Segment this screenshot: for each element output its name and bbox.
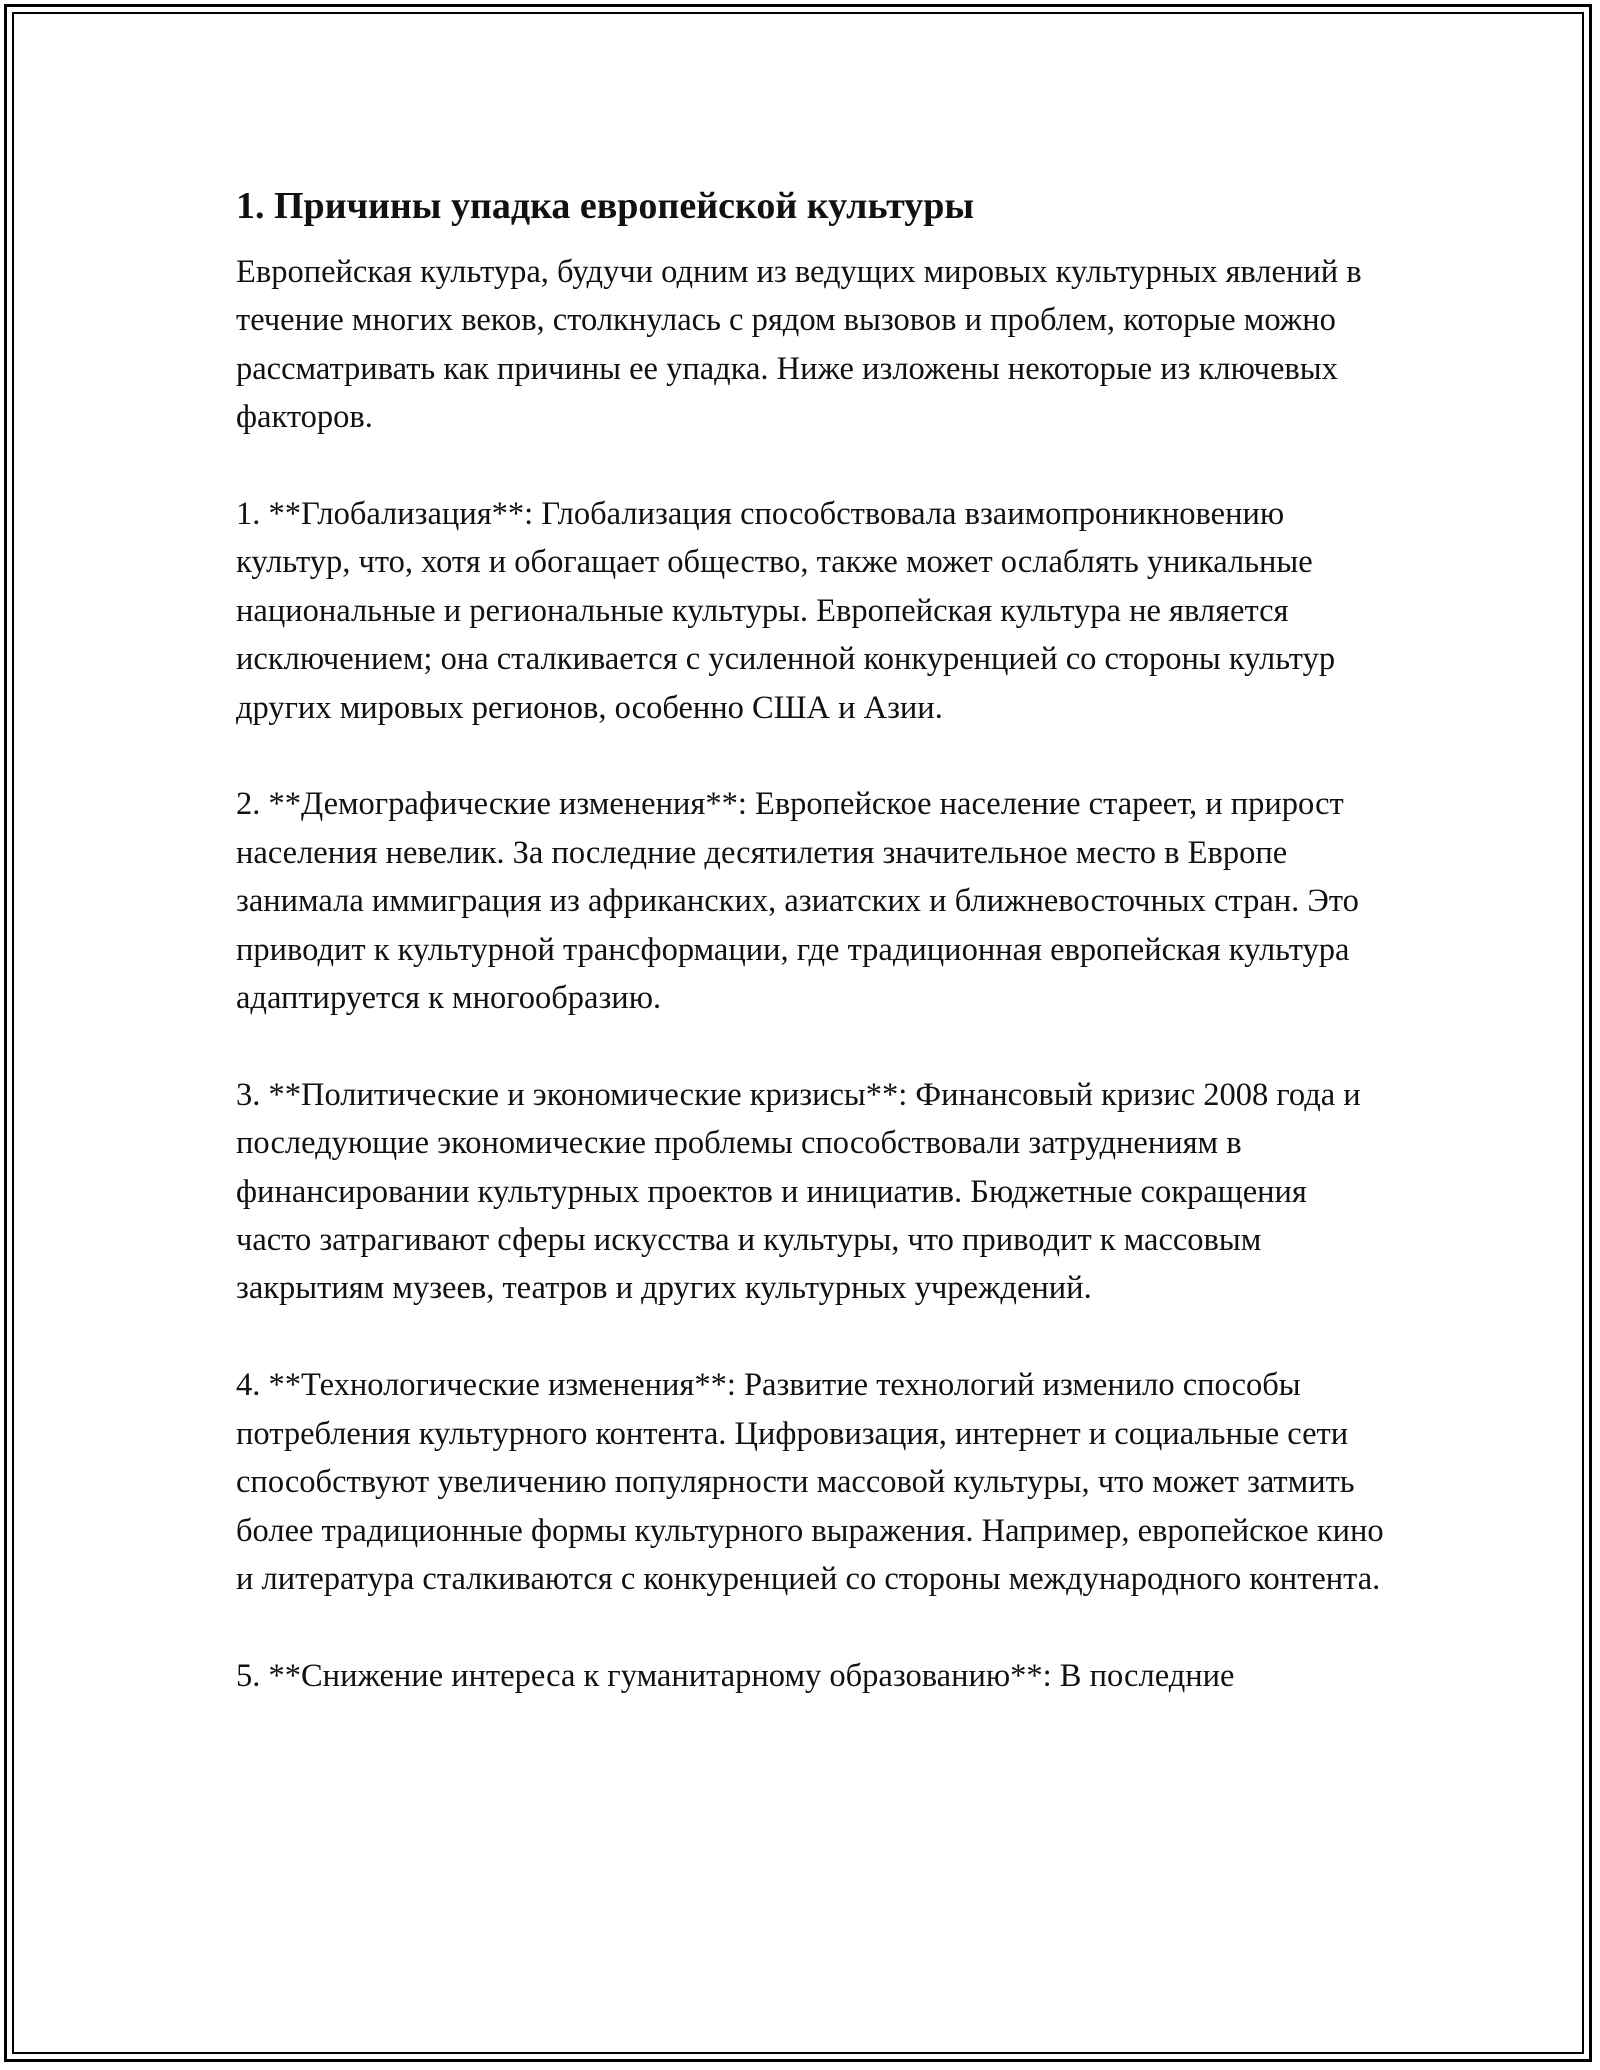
paragraph-crises: 3. **Политические и экономические кризисы**: Финансовый кризис 2008 года и последующие экономические проблемы способствовали затруднениям в финансировании культурных проектов и инициатив. Бюджетные сокращения часто затрагивают сферы искусства и культуры, что приводит к массовым закрытиям музеев, театров и других культурных учреждений. xyxy=(236,1076,1361,1307)
paragraph-education: 5. **Снижение интереса к гуманитарному образованию**: В последние xyxy=(236,1657,1235,1694)
paragraph-globalization: 1. **Глобализация**: Глобализация способствовала взаимопроникновению культур, что, хотя и обогащает общество, также может ослаблять уникальные национальные и региональные культуры. Европейская культура не является исключением; она сталкивается с усиленной конкуренцией со стороны культур других мировых регионов, особенно США и Азии. xyxy=(236,496,1336,726)
paragraph-technology: 4. **Технологические изменения**: Развитие технологий изменило способы потребления культурного контента. Цифровизация, интернет и социальные сети способствуют увеличению популярности массовой культуры, что может затмить более традиционные формы культурного выражения. Например, европейское кино и литература сталкиваются с конкуренцией со стороны международного контента. xyxy=(236,1367,1384,1597)
intro-paragraph: Европейская культура, будучи одним из ведущих мировых культурных явлений в течение многих веков, столкнулась с рядом вызовов и проблем, которые можно рассматривать как причины ее упадка. Ниже изложены некоторые из ключевых факторов. xyxy=(236,254,1362,436)
document-page xyxy=(236,178,1386,1749)
section-heading: 1. Причины упадка европейской культуры xyxy=(236,185,975,227)
paragraph-demographics: 2. **Демографические изменения**: Европейское население стареет, и прирост населения невелик. За последние десятилетия значительное место в Европе занимала иммиграция из африканских, азиатских и ближневосточных стран. Это приводит к культурной трансформации, где традиционная европейская культура адаптируется к многообразию. xyxy=(236,786,1359,1017)
